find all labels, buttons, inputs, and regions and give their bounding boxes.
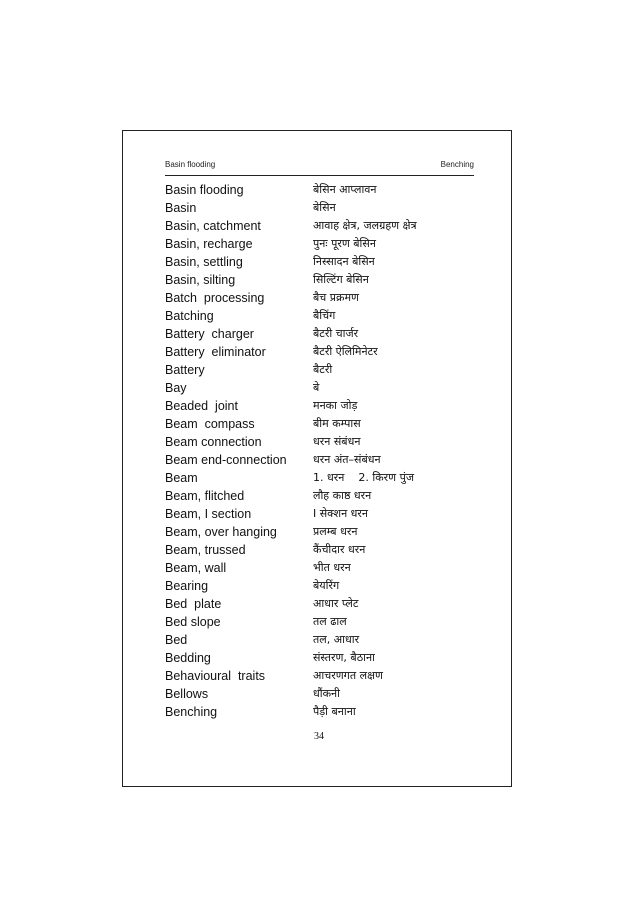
glossary-entry	[165, 667, 474, 685]
english-term: Basin	[165, 201, 197, 215]
english-term: Benching	[165, 705, 218, 719]
english-term: Beam, trussed	[165, 543, 246, 557]
glossary-entry	[165, 541, 474, 559]
hindi-term: कैंचीदार धरन	[313, 543, 366, 556]
english-term: Batch processing	[165, 291, 265, 305]
english-term: Bearing	[165, 579, 209, 593]
glossary-entry	[165, 289, 474, 307]
english-term: Battery eliminator	[165, 345, 266, 359]
english-term: Bed	[165, 633, 188, 647]
glossary-entry	[165, 397, 474, 415]
english-term: Behavioural traits	[165, 669, 266, 683]
glossary-entry	[165, 379, 474, 397]
english-term: Beam, I section	[165, 507, 252, 521]
glossary-entry	[165, 253, 474, 271]
english-term: Basin, catchment	[165, 219, 261, 233]
glossary-entry	[165, 703, 474, 721]
english-term: Battery	[165, 363, 205, 377]
hindi-term: बैटरी चार्जर	[313, 327, 359, 340]
english-term: Beam compass	[165, 417, 255, 431]
english-term: Bedding	[165, 651, 211, 665]
hindi-term: बैचिंग	[313, 309, 336, 322]
glossary-entry	[165, 631, 474, 649]
glossary-entry	[165, 415, 474, 433]
hindi-term: लौह काष्ठ धरन	[313, 489, 372, 502]
running-header	[165, 160, 474, 176]
hindi-term: बेसिन आप्लावन	[313, 183, 377, 196]
english-term: Basin, settling	[165, 255, 243, 269]
hindi-term: 1. धरन 2. किरण पुंज	[313, 471, 414, 484]
hindi-term: बेयरिंग	[313, 579, 340, 592]
english-term: Bed slope	[165, 615, 221, 629]
hindi-term: बैटरी	[313, 363, 333, 376]
glossary-list	[165, 181, 474, 721]
glossary-entry	[165, 217, 474, 235]
glossary-entry	[165, 343, 474, 361]
english-term: Bellows	[165, 687, 209, 701]
hindi-term: आधार प्लेट	[313, 597, 359, 610]
hindi-term: संस्तरण, बैठाना	[313, 651, 375, 664]
hindi-term: बे	[313, 381, 320, 394]
glossary-entry	[165, 307, 474, 325]
english-term: Beam, flitched	[165, 489, 245, 503]
glossary-entry	[165, 505, 474, 523]
english-term: Bay	[165, 381, 187, 395]
glossary-entry	[165, 559, 474, 577]
header-last-term: Benching	[440, 160, 474, 169]
english-term: Beam end-connection	[165, 453, 287, 467]
hindi-term: आचरणगत लक्षण	[313, 669, 383, 682]
hindi-term: प्रलम्ब धरन	[313, 525, 358, 538]
english-term: Bed plate	[165, 597, 222, 611]
glossary-entry	[165, 325, 474, 343]
english-term: Battery charger	[165, 327, 254, 341]
glossary-entry	[165, 361, 474, 379]
english-term: Basin flooding	[165, 183, 244, 197]
glossary-entry	[165, 199, 474, 217]
english-term: Basin, recharge	[165, 237, 253, 251]
hindi-term: धरन अंत–संबंधन	[313, 453, 381, 466]
glossary-entry	[165, 271, 474, 289]
glossary-entry	[165, 469, 474, 487]
header-first-term: Basin flooding	[165, 160, 216, 169]
glossary-entry	[165, 523, 474, 541]
english-term: Batching	[165, 309, 214, 323]
hindi-term: आवाह क्षेत्र, जलग्रहण क्षेत्र	[313, 219, 417, 232]
glossary-entry	[165, 613, 474, 631]
glossary-entry	[165, 577, 474, 595]
hindi-term: बेसिन	[313, 201, 336, 214]
hindi-term: भीत धरन	[313, 561, 351, 574]
glossary-entry	[165, 649, 474, 667]
glossary-entry	[165, 433, 474, 451]
header-rule	[165, 175, 474, 176]
hindi-term: बीम कम्पास	[313, 417, 361, 430]
hindi-term: मनका जोड़	[313, 399, 358, 412]
glossary-entry	[165, 487, 474, 505]
hindi-term: धरन संबंधन	[313, 435, 361, 448]
glossary-entry	[165, 595, 474, 613]
hindi-term: बैटरी ऐलिमिनेटर	[313, 345, 378, 358]
hindi-term: तल ढाल	[313, 615, 347, 628]
hindi-term: बैच प्रक्रमण	[313, 291, 360, 304]
english-term: Beam, over hanging	[165, 525, 277, 539]
hindi-term: सिल्टिंग बेसिन	[313, 273, 369, 286]
hindi-term: पैड़ी बनाना	[313, 705, 356, 718]
hindi-term: धौंकनी	[313, 687, 341, 700]
glossary-entry	[165, 685, 474, 703]
hindi-term: निस्सादन बेसिन	[313, 255, 375, 268]
glossary-entry	[165, 181, 474, 199]
page-number: 34	[314, 731, 324, 742]
hindi-term: तल, आधार	[313, 633, 360, 646]
english-term: Beaded joint	[165, 399, 238, 413]
glossary-entry	[165, 451, 474, 469]
hindi-term: पुनः पूरण बेसिन	[313, 237, 376, 250]
english-term: Beam connection	[165, 435, 262, 449]
english-term: Beam	[165, 471, 198, 485]
english-term: Basin, silting	[165, 273, 236, 287]
hindi-term: I सेक्शन धरन	[313, 507, 369, 520]
english-term: Beam, wall	[165, 561, 227, 575]
glossary-entry	[165, 235, 474, 253]
